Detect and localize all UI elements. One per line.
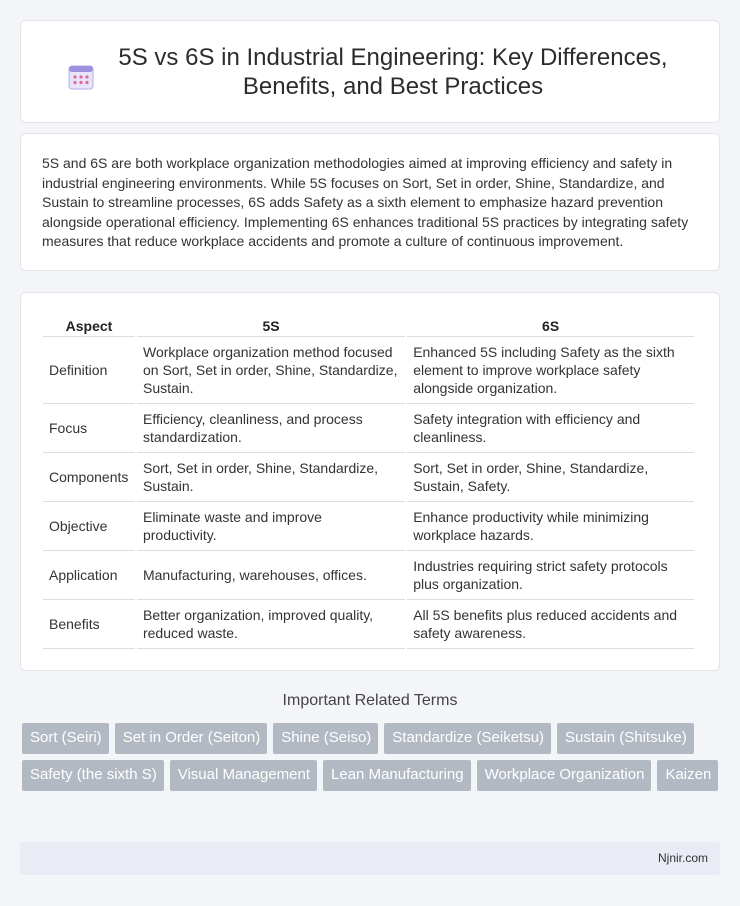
- row-aspect: Application: [43, 551, 135, 600]
- row-aspect: Benefits: [43, 600, 135, 649]
- row-6s-cell: All 5S benefits plus reduced accidents and safety awareness.: [407, 600, 694, 649]
- calendar-grid-icon: [67, 63, 95, 91]
- header-aspect: Aspect: [43, 315, 135, 337]
- row-aspect: Objective: [43, 502, 135, 551]
- intro-paragraph: 5S and 6S are both workplace organization methodologies aimed at improving efficiency and safety in industrial engineering environments. While 5S focuses on Sort, Set in order, Shine, Standardize, and Sustain to streamline processes, 6S adds Safety as a sixth element to emphasize hazard prevention alongside operational efficiency. Implementing 6S enhances traditional 5S practices by integrating safety measures that reduce workplace accidents and promote a culture of continuous improvement.: [42, 155, 689, 249]
- table-row: [43, 404, 694, 453]
- related-terms-heading: Important Related Terms: [282, 692, 458, 709]
- row-aspect: Focus: [43, 404, 135, 453]
- row-6s-cell: Enhance productivity while minimizing workplace hazards.: [407, 502, 694, 551]
- table-row: [43, 600, 694, 649]
- footer-brand[interactable]: Njnir.com: [657, 851, 708, 865]
- row-5s-cell: Workplace organization method focused on Sort, Set in order, Shine, Standardize, Sustain.: [137, 337, 405, 404]
- row-6s-cell: Industries requiring strict safety protocols plus organization.: [407, 551, 694, 600]
- term-tag[interactable]: Set in Order (Seiton): [115, 723, 268, 754]
- row-aspect: Definition: [43, 337, 135, 404]
- term-tag[interactable]: Kaizen: [657, 760, 718, 791]
- page-title: 5S vs 6S in Industrial Engineering: Key Differences, Benefits, and Best Practices: [118, 43, 668, 100]
- row-5s-cell: Efficiency, cleanliness, and process standardization.: [137, 404, 405, 453]
- table-header-row: [43, 315, 694, 337]
- footer: [20, 842, 720, 875]
- term-tag[interactable]: Visual Management: [170, 760, 317, 791]
- comparison-card: [20, 292, 720, 671]
- row-5s-cell: Sort, Set in order, Shine, Standardize, Sustain.: [137, 453, 405, 502]
- table-row: [43, 453, 694, 502]
- term-tag[interactable]: Shine (Seiso): [273, 723, 378, 754]
- term-tag[interactable]: Lean Manufacturing: [323, 760, 471, 791]
- intro-card: [20, 133, 720, 271]
- term-tag[interactable]: Workplace Organization: [477, 760, 652, 791]
- header-5s: 5S: [137, 315, 405, 337]
- row-5s-cell: Eliminate waste and improve productivity.: [137, 502, 405, 551]
- row-aspect: Components: [43, 453, 135, 502]
- term-tag[interactable]: Sustain (Shitsuke): [557, 723, 694, 754]
- table-row: [43, 502, 694, 551]
- row-6s-cell: Sort, Set in order, Shine, Standardize, Sustain, Safety.: [407, 453, 694, 502]
- title-card: [20, 20, 720, 123]
- table-row: [43, 551, 694, 600]
- row-5s-cell: Manufacturing, warehouses, offices.: [137, 551, 405, 600]
- row-5s-cell: Better organization, improved quality, reduced waste.: [137, 600, 405, 649]
- row-6s-cell: Enhanced 5S including Safety as the sixth element to improve workplace safety alongside organization.: [407, 337, 694, 404]
- comparison-table: [41, 315, 696, 649]
- term-tag[interactable]: Safety (the sixth S): [22, 760, 164, 791]
- term-tag[interactable]: Standardize (Seiketsu): [384, 723, 551, 754]
- header-6s: 6S: [407, 315, 694, 337]
- related-terms-list: [22, 723, 722, 791]
- row-6s-cell: Safety integration with efficiency and cleanliness.: [407, 404, 694, 453]
- table-row: [43, 337, 694, 404]
- term-tag[interactable]: Sort (Seiri): [22, 723, 109, 754]
